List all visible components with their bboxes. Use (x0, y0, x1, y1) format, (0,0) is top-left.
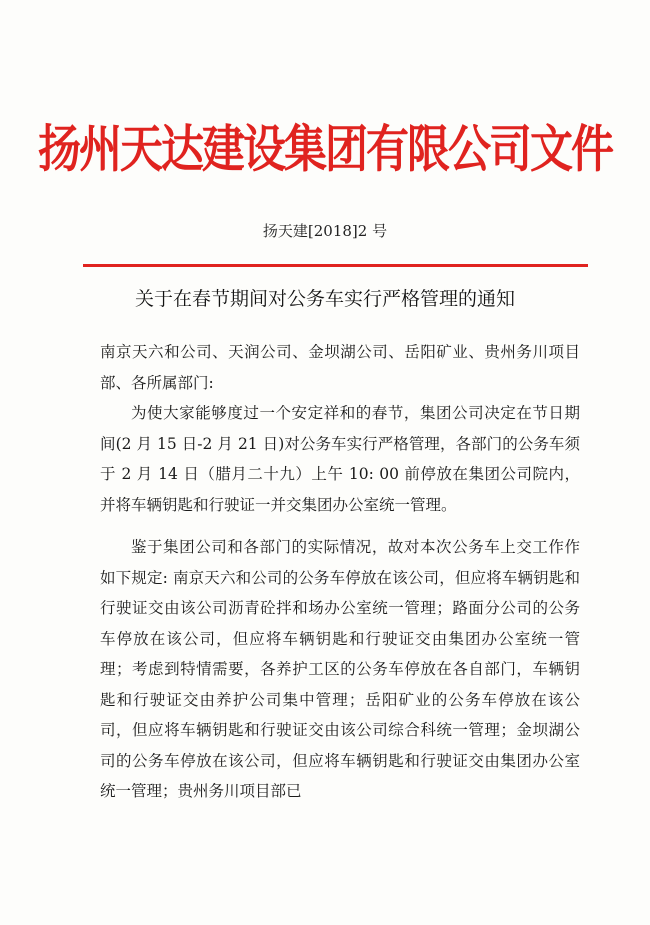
notice-title: 关于在春节期间对公务车实行严格管理的通知 (134, 288, 515, 310)
document-header-title: 扬州天达建设集团有限公司文件 (38, 120, 612, 180)
header-red-rule (83, 264, 588, 267)
document-number: 扬天建[2018]2 号 (262, 222, 388, 240)
paragraph-1: 为使大家能够度过一个安定祥和的春节，集团公司决定在节日期间(2 月 15 日-2 月 21 日)对公务车实行严格管理，各部门的公务车须于 2 月 14 日（腊月二十九）上午 10: 00 前停放在集团公司院内，并将车辆钥匙和行驶证一并交集团办公室统一管理。 (100, 404, 580, 514)
addressee-line: 南京天六和公司、天润公司、金坝湖公司、岳阳矿业、贵州务川项目部、各所属部门: (100, 343, 580, 392)
notice-body (100, 337, 580, 807)
paragraph-2: 鉴于集团公司和各部门的实际情况，故对本次公务车上交工作作如下规定: 南京天六和公司的公务车停放在该公司，但应将车辆钥匙和行驶证交由该公司沥青砼拌和场办公室统一管理；路面分公司的公务车停放在该公司，但应将车辆钥匙和行驶证交由集团办公室统一管理；考虑到特情需要，各养护工区的公务车停放在各自部门，车辆钥匙和行驶证交由养护公司集中管理；岳阳矿业的公务车停放在该公司，但应将车辆钥匙和行驶证交由该公司综合科统一管理；金坝湖公司的公务车停放在该公司，但应将车辆钥匙和行驶证交由集团办公室统一管理；贵州务川项目部已 (100, 538, 580, 800)
